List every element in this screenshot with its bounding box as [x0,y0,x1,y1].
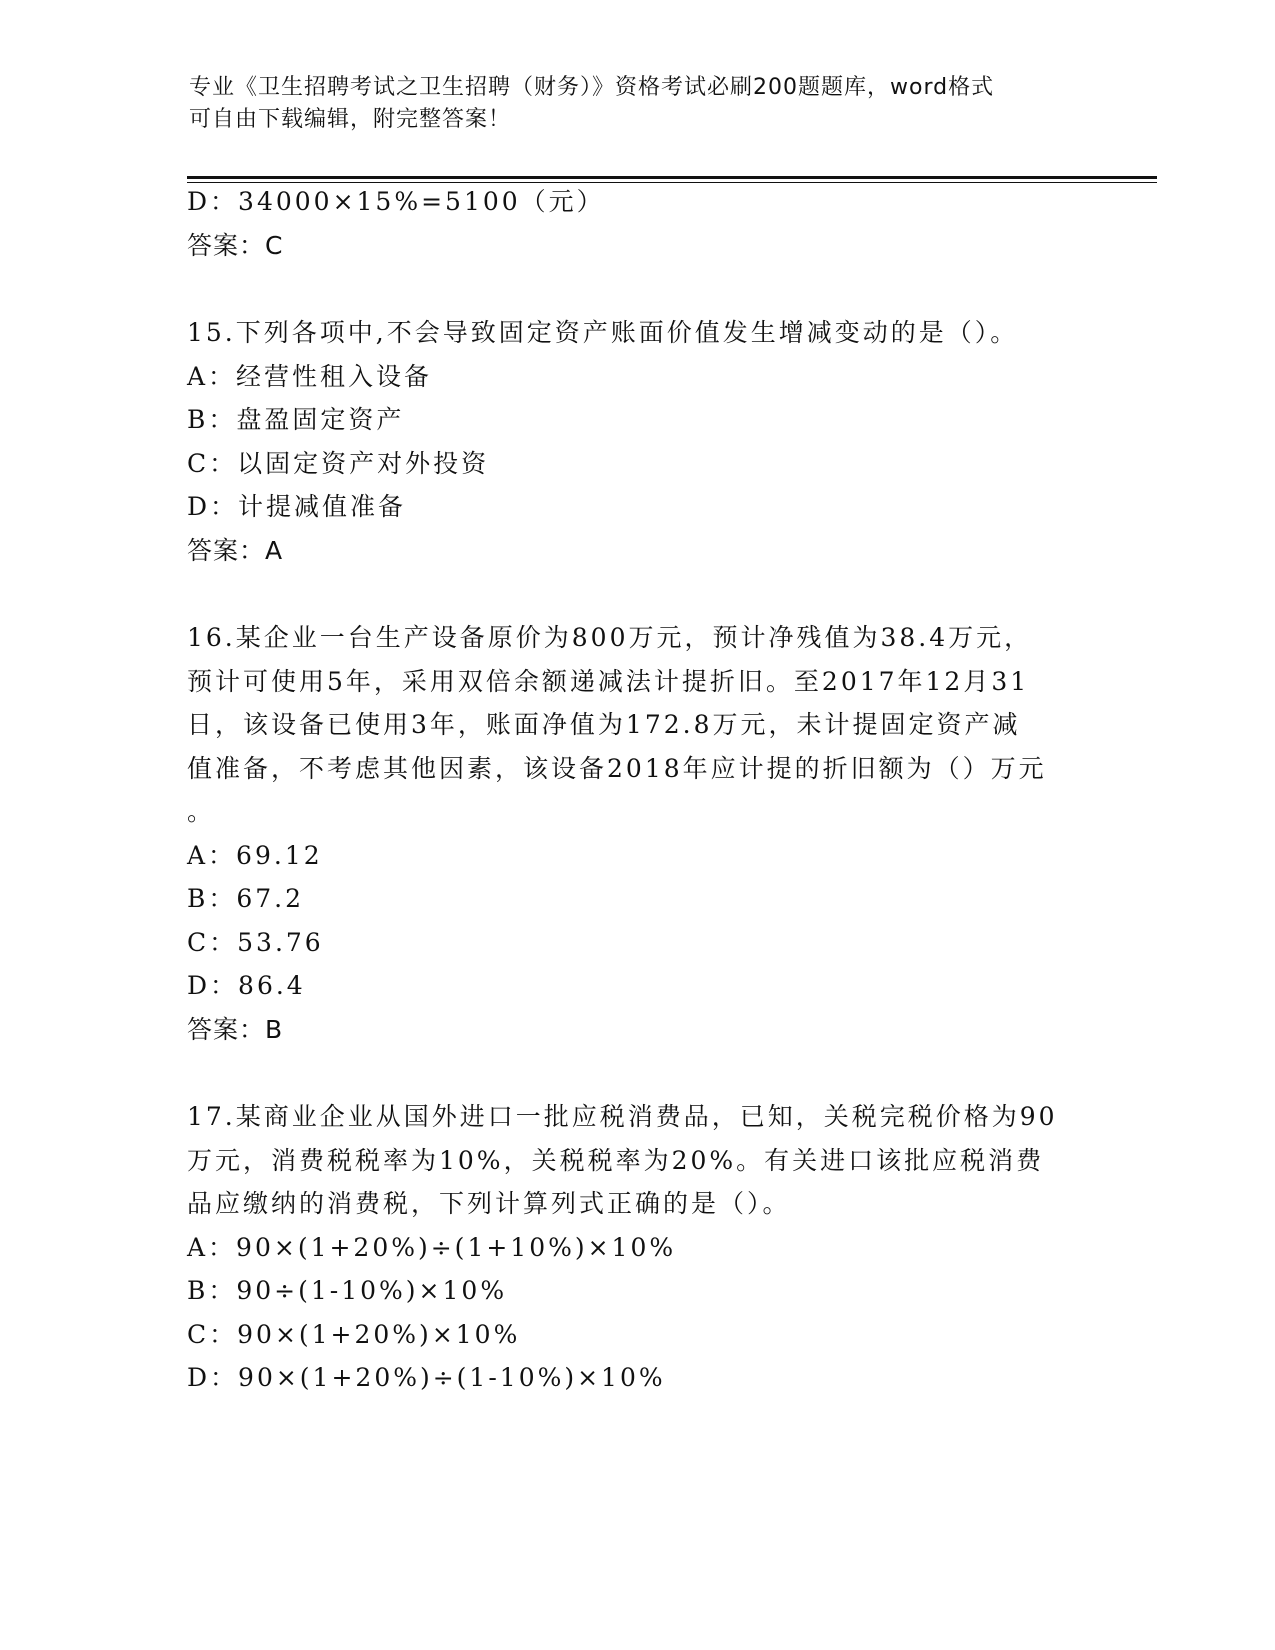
q15-option-c: C：以固定资产对外投资 [187,449,490,478]
q15-answer: 答案：A [187,536,284,565]
q15-stem: 15.下列各项中,不会导致固定资产账面价值发生增减变动的是（）。 [187,318,1019,347]
document-header [189,72,1089,136]
q16-stem-line-2: 预计可使用5年，采用双倍余额递减法计提折旧。至2017年12月31 [187,667,1030,696]
q16-option-b: B：67.2 [187,884,305,913]
q17-option-b: B：90÷(1-10%)×10% [187,1276,508,1305]
q17-stem-line-3: 品应缴纳的消费税，下列计算列式正确的是（）。 [187,1189,791,1218]
q17-option-a: A：90×(1+20%)÷(1+10%)×10% [187,1233,677,1262]
q15-option-b: B：盘盈固定资产 [187,405,405,434]
q14-option-d: D：34000×15%=5100（元） [187,187,605,216]
q15-option-a: A：经营性租入设备 [187,362,433,391]
q17-option-d: D：90×(1+20%)÷(1-10%)×10% [187,1363,666,1392]
q16-stem-line-1: 16.某企业一台生产设备原价为800万元，预计净残值为38.4万元， [187,623,1033,652]
header-line-2: 可自由下载编辑，附完整答案！ [189,107,512,132]
q17-stem-line-2: 万元，消费税税率为10%，关税税率为20%。有关进口该批应税消费 [187,1146,1045,1175]
q16-stem-line-4: 值准备，不考虑其他因素，该设备2018年应计提的折旧额为（）万元 [187,754,1047,783]
header-divider-thick [187,176,1157,179]
q16-answer: 答案：B [187,1015,284,1044]
q17-option-c: C：90×(1+20%)×10% [187,1320,521,1349]
q14-answer: 答案：C [187,231,284,260]
q16-stem-line-5: 。 [187,797,216,826]
q16-option-a: A：69.12 [187,841,323,870]
header-line-1: 专业《卫生招聘考试之卫生招聘（财务）》资格考试必刷200题题库，word格式 [189,75,995,100]
q16-stem-line-3: 日，该设备已使用3年，账面净值为172.8万元，未计提固定资产减 [187,710,1021,739]
q16-option-d: D：86.4 [187,971,306,1000]
header-divider-thin [187,182,1157,183]
q17-stem-line-1: 17.某商业企业从国外进口一批应税消费品，已知，关税完税价格为90 [187,1102,1058,1131]
q15-option-d: D：计提减值准备 [187,492,407,521]
q16-option-c: C：53.76 [187,928,324,957]
